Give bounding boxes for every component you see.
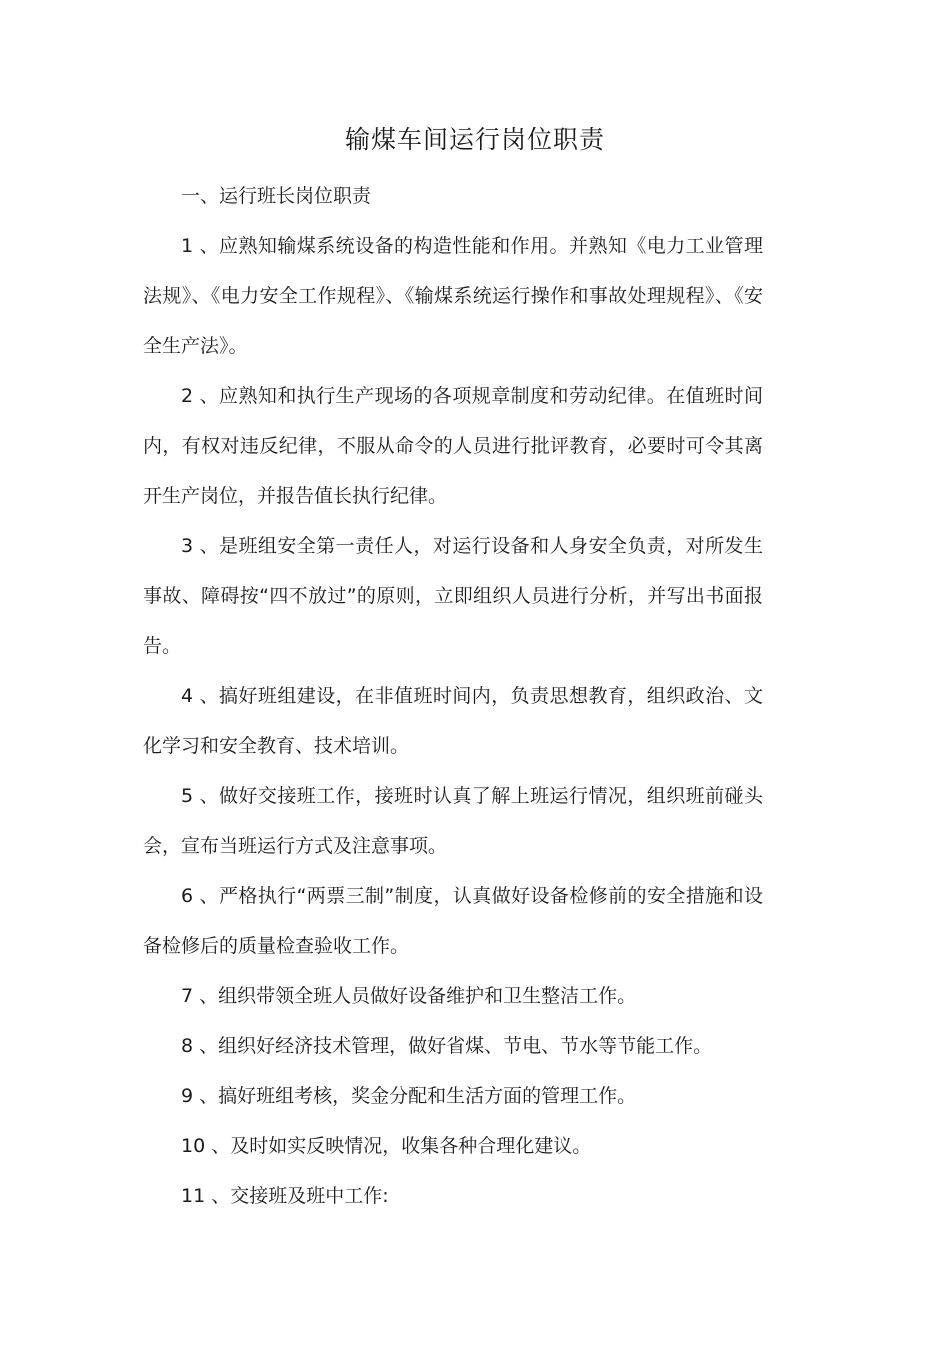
duty-item-11: 11 、交接班及班中工作: [181, 1185, 389, 1207]
duty-item-8: 8 、组织好经济技术管理，做好省煤、节电、节水等节能工作。 [181, 1035, 713, 1057]
duty-item-5: 5 、做好交接班工作，接班时认真了解上班运行情况，组织班前碰头会，宣布当班运行方式及注意事项。 [143, 785, 763, 857]
duty-item-9: 9 、搞好班组考核，奖金分配和生活方面的管理工作。 [181, 1085, 637, 1107]
section-heading: 一、运行班长岗位职责 [181, 185, 372, 207]
duty-item-10: 10 、及时如实反映情况，收集各种合理化建议。 [181, 1135, 592, 1157]
duty-item-2: 2 、应熟知和执行生产现场的各项规章制度和劳动纪律。在值班时间内，有权对违反纪律，不服从命令的人员进行批评教育，必要时可令其离开生产岗位，并报告值长执行纪律。 [143, 385, 763, 507]
duty-item-6: 6 、严格执行“两票三制”制度，认真做好设备检修前的安全措施和设备检修后的质量检查验收工作。 [143, 885, 763, 957]
duty-item-1: 1 、应熟知输煤系统设备的构造性能和作用。并熟知《电力工业管理法规》、《电力安全工作规程》、《输煤系统运行操作和事故处理规程》、《安全生产法》。 [143, 235, 763, 357]
duty-item-3: 3 、是班组安全第一责任人，对运行设备和人身安全负责，对所发生事故、障碍按“四不放过”的原则，立即组织人员进行分析，并写出书面报告。 [143, 535, 763, 657]
duty-item-7: 7 、组织带领全班人员做好设备维护和卫生整洁工作。 [181, 985, 637, 1007]
duty-item-4: 4 、搞好班组建设，在非值班时间内，负责思想教育，组织政治、文化学习和安全教育、技术培训。 [143, 685, 763, 757]
document-body [143, 171, 763, 1221]
document-title: 输煤车间运行岗位职责 [344, 125, 605, 154]
